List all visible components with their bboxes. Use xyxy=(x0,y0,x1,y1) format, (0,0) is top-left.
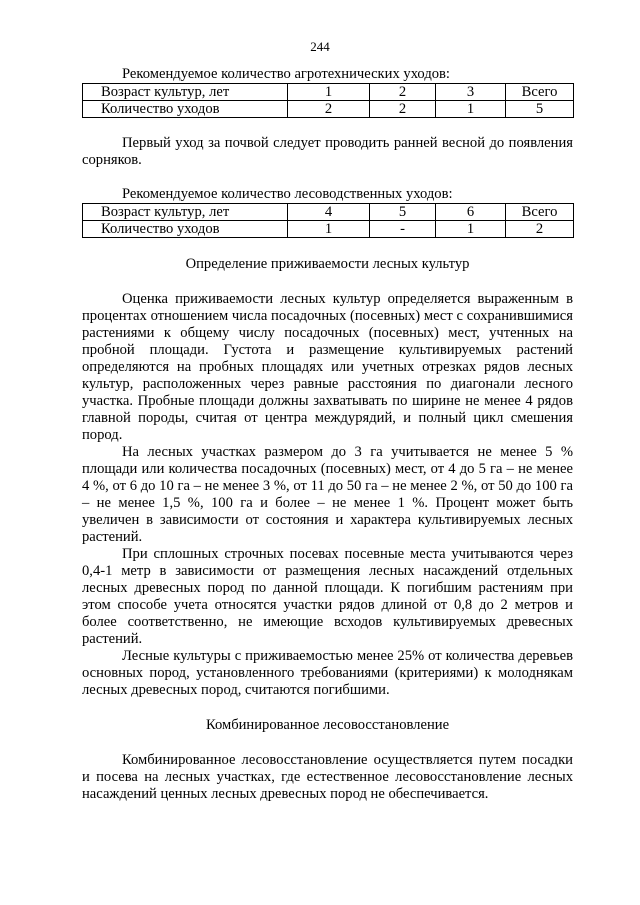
paragraph: На лесных участках размером до 3 га учитывается не менее 5 % площади или количества посадочных (посевных) мест, от 4 до 5 га – не менее 4 %, от 6 до 10 га – не менее 3 %, от 11 до 50 га – не менее 2 %, от 50 до 100 га – не менее 1,5 %, 100 га и более – не менее 1 %. Процент может быть увеличен в зависимости от состояния и характера культивируемых лесных растений. xyxy=(82,444,573,545)
page-content xyxy=(82,66,573,803)
table-cell: 5 xyxy=(506,101,574,118)
table-cell: 1 xyxy=(436,101,506,118)
section-heading-survival: Определение приживаемости лесных культур xyxy=(185,256,470,272)
table-cell: 6 xyxy=(436,204,506,221)
paragraph: Лесные культуры с приживаемостью менее 25% от количества деревьев основных пород, установленного требованиями (критериями) к молоднякам лесных древесных пород, считаются погибшими. xyxy=(82,648,573,698)
table-caption-silvicultural: Рекомендуемое количество лесоводственных уходов: xyxy=(122,186,453,202)
table-cell: Всего xyxy=(506,204,574,221)
paragraph: Комбинированное лесовосстановление осуществляется путем посадки и посева на лесных участках, где естественное лесовосстановление лесных насаждений ценных лесных древесных пород не обеспечивается. xyxy=(82,752,573,802)
table-row xyxy=(83,221,574,238)
table-header-row xyxy=(83,204,574,221)
table-cell: 2 xyxy=(370,101,436,118)
table-cell: 2 xyxy=(288,101,370,118)
table-cell: 3 xyxy=(436,84,506,101)
table-cell: Количество уходов xyxy=(83,101,288,118)
section-heading-combined: Комбинированное лесовосстановление xyxy=(205,717,450,733)
page-number: 244 xyxy=(310,39,330,54)
table-cell: 1 xyxy=(288,221,370,238)
table-row xyxy=(83,101,574,118)
silvicultural-care-table xyxy=(82,203,574,238)
agrotechnical-care-table xyxy=(82,83,574,118)
paragraph-first-care: Первый уход за почвой следует проводить ранней весной до появления сорняков. xyxy=(82,135,573,168)
table-caption-agrotechnical: Рекомендуемое количество агротехнических уходов: xyxy=(122,66,450,82)
table-cell: Возраст культур, лет xyxy=(83,204,288,221)
paragraph: При сплошных строчных посевах посевные места учитываются через 0,4-1 метр в зависимости от размещения лесных насаждений отдельных лесных древесных пород по данной площади. К погибшим растениям при этом способе учета относятся участки рядов длиной от 0,8 до 2 метров и более соответственно, не имеющие всходов культивируемых древесных растений. xyxy=(82,546,573,647)
table-cell: Возраст культур, лет xyxy=(83,84,288,101)
paragraph: Оценка приживаемости лесных культур определяется выраженным в процентах отношением числа посадочных (посевных) мест с сохранившимися растениями к общему числу посадочных (посевных) мест, учтенных на пробной площади. Густота и размещение культивируемых растений определяются на пробных площадях или учетных отрезках рядов лесных культур, расположенных через равные расстояния по диагонали лесного участка. Пробные площади должны захватывать по ширине не менее 4 рядов главной породы, считая от центра междурядий, и полный цикл смешения пород. xyxy=(82,291,573,443)
table-cell: - xyxy=(370,221,436,238)
table-header-row xyxy=(83,84,574,101)
table-cell: Всего xyxy=(506,84,574,101)
table-cell: 1 xyxy=(288,84,370,101)
table-cell: 2 xyxy=(506,221,574,238)
table-cell: 5 xyxy=(370,204,436,221)
table-cell: 2 xyxy=(370,84,436,101)
table-cell: 1 xyxy=(436,221,506,238)
table-cell: Количество уходов xyxy=(83,221,288,238)
table-cell: 4 xyxy=(288,204,370,221)
